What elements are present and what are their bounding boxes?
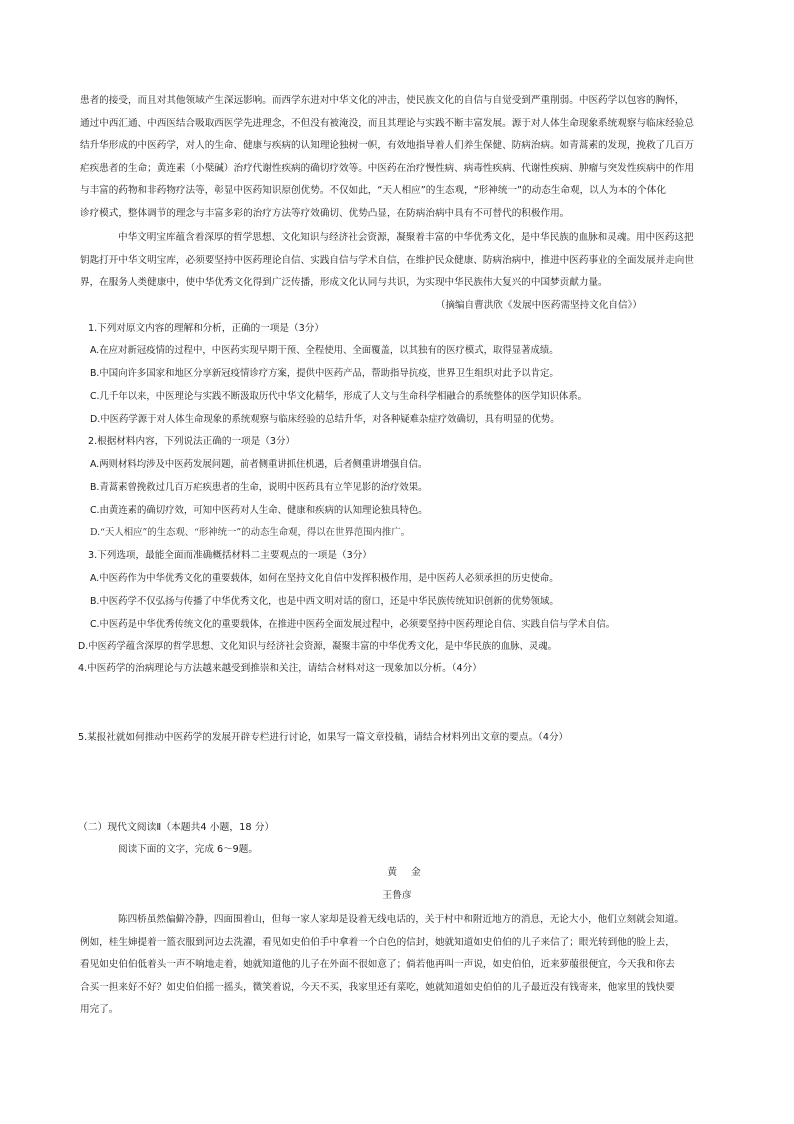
story-author: 王鲁彦 [382,890,412,901]
story-line: 陈四桥虽然偏僻冷静，四面围着山，但每一家人家却是设着无线电话的，关于村中和附近地方的消息，无论大小，他们立刻就会知道。 [118,914,685,925]
passage-paragraph-1 [80,90,720,226]
passage-line: 界，在服务人类健康中，使中华优秀文化得到广泛传播，形成文化认同与共识，为实现中华民族伟大复兴的中国梦贡献力量。 [80,277,608,289]
passage-line: 疟疾患者的生命；黄连素（小檗碱）治疗代谢性疾病的确切疗效等。中医药在治疗慢性病、病毒性疾病、代谢性疾病、肿瘤与突发性疾病中的作用 [80,162,694,174]
section-2-header: （二）现代文阅读Ⅱ（本题共4 小题，18 分） [78,822,275,833]
passage-paragraph-2 [80,227,720,295]
passage-line: 诊疗模式，整体调节的理念与丰富多彩的治疗方法等疗效确切、优势凸显，在防病治病中具有不可替代的积极作用。 [80,207,570,219]
question-2-option-b: B.青蒿素曾挽救过几百万疟疾患者的生命，说明中医药具有立竿见影的治疗效果。 [90,482,428,493]
passage-line: 中华文明宝库蕴含着深厚的哲学思想、文化知识与经济社会资源，凝聚着丰富的中华优秀文化，是中华民族的血脉和灵魂。用中医药这把 [118,232,694,243]
question-1-stem: 1.下列对原文内容的理解和分析，正确的一项是（3分） [88,323,324,334]
passage-source: （摘编自曹洪欣《发展中医药需坚持文化自信》） [435,300,642,311]
passage-line: 与丰富的药物和非药物疗法等，彰显中医药知识原创优势。不仅如此，“天人相应”的生态观，“形神统一”的动态生命观，以人为本的个体化 [80,185,666,197]
question-2-option-d: D.“天人相应”的生态观、“形神统一”的动态生命观，得以在世界范围内推广。 [90,527,410,538]
story-line: 看见如史伯伯低着头一声不响地走着，她就知道他的儿子在外面不很如意了；倘若他再叫一声说，如史伯伯，近来萝菔很便宜，今天我和你去 [80,959,675,971]
question-5: 5.某报社就如何推动中医药学的发展开辟专栏进行讨论，如果写一篇文章投稿，请结合材料列出文章的要点。（4分） [78,732,569,743]
story-line: 合买一担来好不好？如史伯伯摇一摇头，微笑着说，今天不买，我家里还有菜吃，她就知道如史伯伯的儿子最近没有钱寄来，他家里的钱快要 [80,981,675,993]
question-3-option-a: A.中医药作为中华优秀文化的重要载体，如何在坚持文化自信中发挥积极作用，是中医药人必须承担的历史使命。 [90,573,559,584]
question-3-option-d: D.中医药学蕴含深厚的哲学思想、文化知识与经济社会资源，凝聚丰富的中华优秀文化，是中华民族的血脉、灵魂。 [78,641,557,652]
passage-line: 结升华形成的中医药学，对人的生命、健康与疾病的认知理论独树一帜，有效地指导着人们养生保健、防病治病。如青蒿素的发现，挽救了几百万 [80,140,694,152]
question-2-option-a: A.两则材料均涉及中医药发展问题，前者侧重讲抓住机遇，后者侧重讲增强自信。 [90,459,428,470]
story-title: 黄金 [387,867,435,878]
question-1-option-d: D.中医药学源于对人体生命现象的系统观察与临床经验的总结升华，对各种疑难杂症疗效确切，具有明显的优势。 [90,414,560,425]
question-1-option-b: B.中国向许多国家和地区分享新冠疫情诊疗方案，提供中医药产品，帮助指导抗疫，世界卫生组织对此予以肯定。 [90,368,559,379]
passage-line: 通过中西汇通、中西医结合吸取西医学先进理念，不但没有被淹没，而且其理论与实践不断丰富发展。源于对人体生命现象系统观察与临床经验总 [80,117,694,129]
story-paragraph [80,909,720,1022]
story-line: 用完了。 [80,1004,119,1016]
question-3-stem: 3.下列选项，最能全面而准确概括材料二主要观点的一项是（3分） [88,550,372,561]
passage-line: 患者的接受，而且对其他领域产生深远影响。而西学东进对中华文化的冲击，使民族文化的自信与自觉受到严重削弱。中医药学以包容的胸怀， [80,95,685,106]
story-line: 例如，桂生婶提着一篮衣服到河边去洗濯，看见如史伯伯手中拿着一个白色的信封，她就知道如史伯伯的儿子来信了；眼光转到他的脸上去， [80,936,675,948]
section-2-instruction: 阅读下面的文字，完成 6～9题。 [118,844,258,855]
question-2-option-c: C.由黄连素的确切疗效，可知中医药对人生命、健康和疾病的认知理论独具特色。 [90,505,428,516]
question-2-stem: 2.根据材料内容，下列说法正确的一项是（3分） [88,436,296,447]
passage-line: 钥匙打开中华文明宝库，必须要坚持中医药理论自信、实践自信与学术自信，在维护民众健康、防病治病中，推进中医药事业的全面发展并走向世 [80,254,694,266]
question-1-option-a: A.在应对新冠疫情的过程中，中医药实现早期干预、全程使用、全面覆盖，以其独有的医疗模式，取得显著成绩。 [90,345,559,356]
question-3-option-c: C.中医药是中华优秀传统文化的重要载体，在推进中医药全面发展过程中，必须要坚持中医药理论自信、实践自信与学术自信。 [90,619,616,630]
question-4: 4.中医药学的治病理论与方法越来越受到推崇和关注，请结合材料对这一现象加以分析。（4分） [78,663,482,674]
question-3-option-b: B.中医药学不仅弘扬与传播了中华优秀文化，也是中西文明对话的窗口，还是中华民族传统知识创新的优势领域。 [90,596,559,607]
question-1-option-c: C.几千年以来，中医理论与实践不断汲取历代中华文化精华，形成了人文与生命科学相融合的系统整体的医学知识体系。 [90,391,588,402]
